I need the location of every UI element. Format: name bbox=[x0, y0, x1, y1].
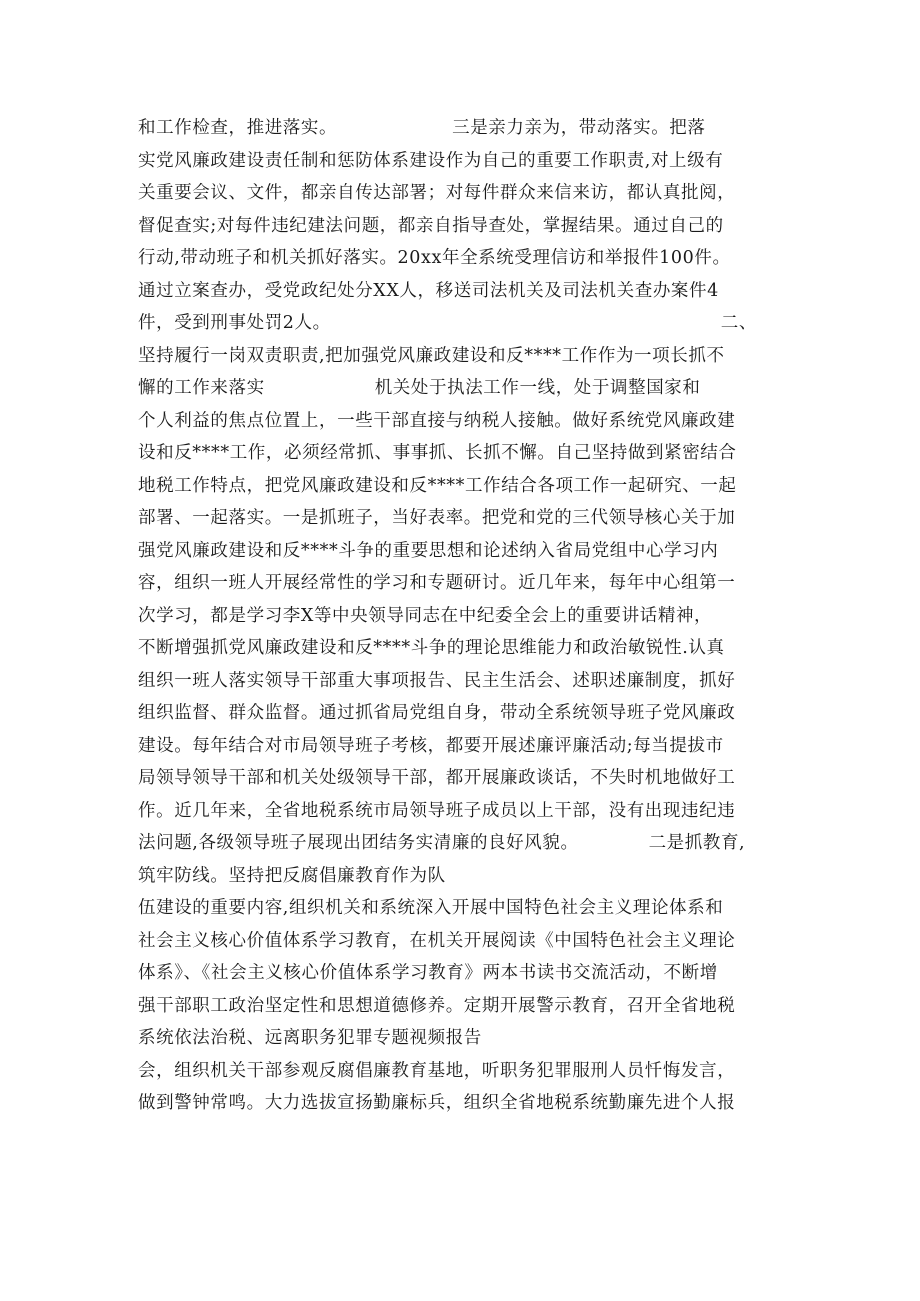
document-body bbox=[138, 112, 798, 1120]
text-segment: 会，组织机关干部参观反腐倡廉教育基地，听职务犯罪服刑人员忏悔发言， bbox=[138, 1060, 736, 1081]
text-segment: 次学习，都是学习李X等中央领导同志在中纪委全会上的重要讲话精神， bbox=[138, 605, 713, 626]
text-segment: 做到警钟常鸣。大力选拔宣扬勤廉标兵，组织全省地税系统勤廉先进个人报 bbox=[138, 1093, 736, 1113]
text-segment: 体系》、《社会主义核心价值体系学习教育》两本书读书交流活动，不断增 bbox=[138, 963, 718, 983]
text-segment: 筑牢防线。坚持把反腐倡廉教育作为队 bbox=[138, 865, 446, 886]
text-line bbox=[138, 210, 798, 243]
text-segment: 系统依法治税、远离职务犯罪专题视频报告 bbox=[138, 1028, 482, 1048]
text-line bbox=[138, 145, 798, 178]
text-segment: 通过立案查办，受党政纪处分XX人，移送司法机关及司法机关查办案件4 bbox=[138, 280, 719, 301]
text-segment: 部署、一起落实。一是抓班子，当好表率。把党和党的三代领导核心关于加 bbox=[138, 508, 736, 528]
text-line bbox=[138, 112, 798, 145]
text-line bbox=[138, 275, 798, 308]
text-line bbox=[138, 307, 798, 340]
text-line bbox=[138, 892, 798, 925]
text-line bbox=[138, 827, 798, 860]
text-segment: 坚持履行一岗双责职责,把加强党风廉政建设和反****工作作为一项长抓不 bbox=[138, 345, 725, 366]
text-line bbox=[138, 1087, 798, 1120]
text-segment: 强干部职工政治坚定性和思想道德修养。定期开展警示教育，召开全省地税 bbox=[138, 995, 736, 1016]
text-segment: 容，组织一班人开展经常性的学习和专题研讨。近几年来，每年中心组第一 bbox=[138, 573, 736, 593]
text-segment: 行动,带动班子和机关抓好落实。20xx年全系统受理信访和举报件100件。 bbox=[138, 248, 731, 268]
text-segment: 三是亲力亲为，带动落实。把落 bbox=[452, 118, 706, 138]
text-line bbox=[138, 730, 798, 763]
text-line bbox=[138, 600, 798, 633]
text-line bbox=[138, 1022, 798, 1055]
text-segment: 机关处于执法工作一线，处于调整国家和 bbox=[374, 378, 701, 398]
text-segment: 组织监督、群众监督。通过抓省局党组自身，带动全系统领导班子党风廉政 bbox=[138, 703, 736, 723]
text-segment: 和工作检查，推进落实。 bbox=[138, 118, 338, 138]
text-segment: 件，受到刑事处罚2人。 bbox=[138, 313, 331, 333]
text-segment: 个人利益的焦点位置上，一些干部直接与纳税人接触。做好系统党风廉政建 bbox=[138, 410, 736, 431]
text-line bbox=[138, 860, 798, 893]
text-segment: 关重要会议、文件，都亲自传达部署；对每件群众来信来访，都认真批阅， bbox=[138, 183, 736, 203]
text-segment: 伍建设的重要内容,组织机关和系统深入开展中国特色社会主义理论体系和 bbox=[138, 898, 724, 918]
text-line bbox=[138, 697, 798, 730]
text-segment: 设和反****工作，必须经常抓、事事抓、长抓不懈。自己坚持做到紧密结合 bbox=[138, 443, 737, 463]
text-line bbox=[138, 795, 798, 828]
text-segment: 懈的工作来落实 bbox=[138, 378, 265, 398]
text-line bbox=[138, 990, 798, 1023]
text-line bbox=[138, 957, 798, 990]
text-line bbox=[138, 535, 798, 568]
text-segment: 实党风廉政建设责任制和惩防体系建设作为自己的重要工作职责,对上级有 bbox=[138, 150, 724, 171]
text-line bbox=[138, 925, 798, 958]
text-line bbox=[138, 437, 798, 470]
text-line bbox=[138, 762, 798, 795]
text-line bbox=[138, 1055, 798, 1088]
text-segment: 社会主义核心价值体系学习教育，在机关开展阅读《中国特色社会主义理论 bbox=[138, 930, 736, 951]
text-segment: 建设。每年结合对市局领导班子考核，都要开展述廉评廉活动;每当提拔市 bbox=[138, 735, 724, 756]
text-line bbox=[138, 567, 798, 600]
text-segment: 法问题,各级领导班子展现出团结务实清廉的良好风貌。 bbox=[138, 833, 579, 853]
text-line bbox=[138, 665, 798, 698]
text-segment: 局领导领导干部和机关处级领导干部，都开展廉政谈话，不失时机地做好工 bbox=[138, 768, 736, 788]
text-line bbox=[138, 177, 798, 210]
text-line bbox=[138, 340, 798, 373]
text-line bbox=[138, 502, 798, 535]
text-segment: 不断增强抓党风廉政建设和反****斗争的理论思维能力和政治敏锐性.认真 bbox=[138, 638, 725, 658]
text-line bbox=[138, 405, 798, 438]
text-segment: 督促查实;对每件违纪建法问题，都亲自指导查处，掌握结果。通过自己的 bbox=[138, 215, 724, 236]
text-line bbox=[138, 632, 798, 665]
text-line bbox=[138, 372, 798, 405]
text-line bbox=[138, 470, 798, 503]
text-segment: 强党风廉政建设和反****斗争的重要思想和论述纳入省局党组中心学习内 bbox=[138, 540, 719, 561]
text-segment: 二、 bbox=[720, 313, 757, 333]
text-segment: 地税工作特点，把党风廉政建设和反****工作结合各项工作一起研究、一起 bbox=[138, 475, 737, 496]
text-line bbox=[138, 242, 798, 275]
text-segment: 组织一班人落实领导干部重大事项报告、民主生活会、述职述廉制度，抓好 bbox=[138, 670, 736, 691]
text-segment: 作。近几年来，全省地税系统市局领导班子成员以上干部，没有出现违纪违 bbox=[138, 800, 736, 821]
text-segment: 二是抓教育, bbox=[648, 833, 746, 853]
